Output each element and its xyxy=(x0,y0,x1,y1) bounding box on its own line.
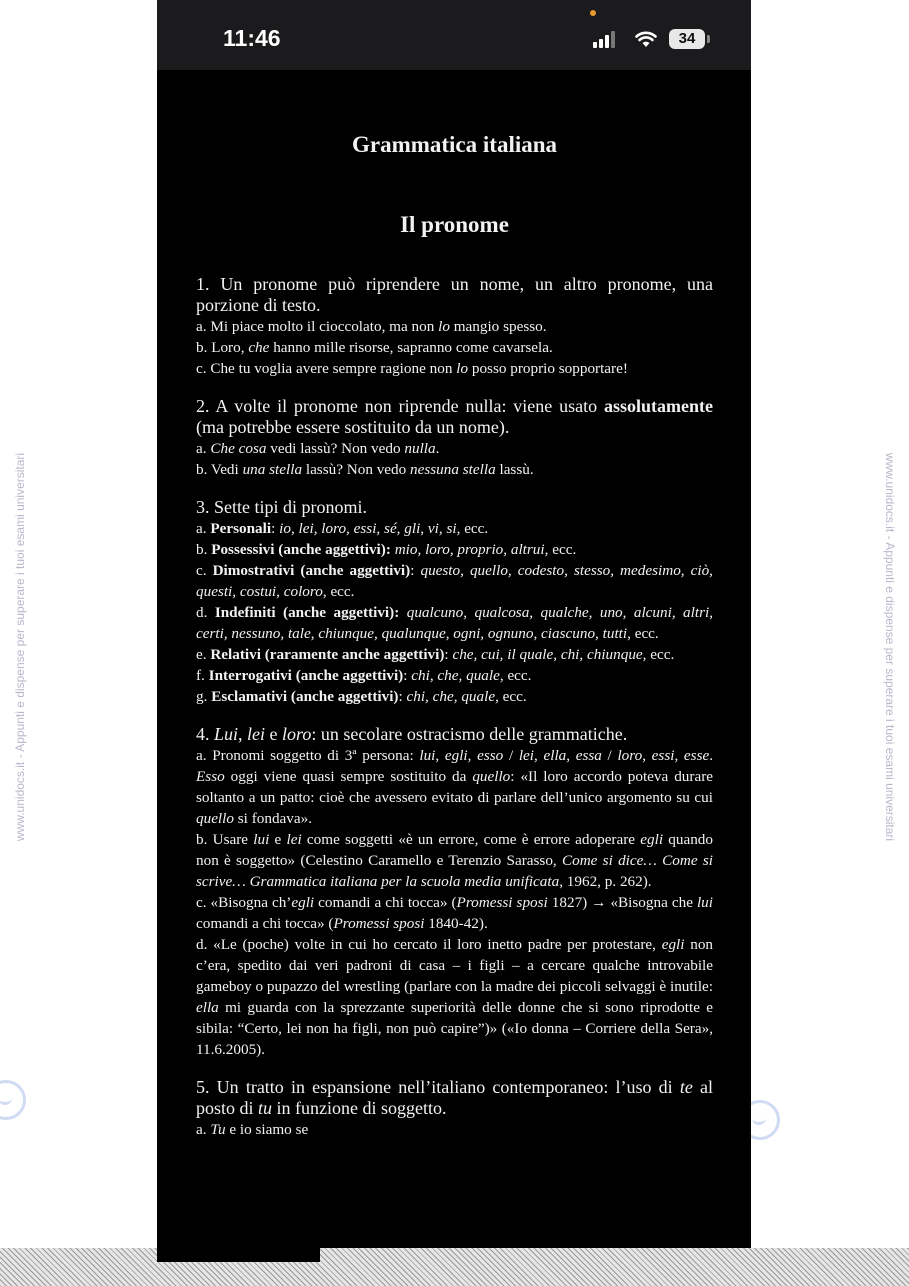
cropped-edge-pattern xyxy=(0,1248,909,1286)
text-run: una stella xyxy=(242,461,303,478)
text-run: questo, quello, codesto, stesso, medesimo, ciò, questi, costui, coloro xyxy=(196,562,713,600)
text-run: , ecc. xyxy=(322,583,355,600)
text-run: ella xyxy=(543,747,567,764)
text-run: comandi a chi tocca» ( xyxy=(196,915,334,932)
text-run: come soggetti «è un errore, come è errore adoperare xyxy=(301,831,641,848)
text-run: Possessivi (anche aggettivi): xyxy=(211,541,391,558)
text-run: lei xyxy=(247,724,266,744)
text-run: mi guarda con la sprezzante superiorità delle donne che si sono riprodotte e sibila: “Certo, lei non ha figli, non può capire”)» («Io donna – Corriere della Sera», 11.6.2005). xyxy=(196,999,713,1058)
text-run: a. xyxy=(196,440,211,457)
text-run: : xyxy=(410,562,421,579)
status-time: 11:46 xyxy=(223,25,281,51)
text-run: quello xyxy=(472,768,511,785)
document-content xyxy=(196,132,713,1157)
section-item xyxy=(196,337,713,358)
text-run: mio, loro, proprio, altrui xyxy=(394,541,545,558)
section-item xyxy=(196,686,713,707)
text-run: , 1962, p. 262). xyxy=(559,873,652,890)
section-item xyxy=(196,316,713,337)
text-run: b. Usare xyxy=(196,831,254,848)
text-run: : xyxy=(444,646,453,663)
text-run: 1840-42). xyxy=(424,915,488,932)
text-run: , ecc. xyxy=(456,520,489,537)
text-run: , ecc. xyxy=(642,646,675,663)
text-run: lei xyxy=(518,747,535,764)
text-run xyxy=(399,604,406,621)
text-run: lo xyxy=(438,318,450,335)
text-run: chi, che, quale xyxy=(406,688,496,705)
text-run: b. Loro, xyxy=(196,339,249,356)
section-2 xyxy=(196,396,713,480)
text-run: . xyxy=(709,747,714,764)
text-run: 1. Un pronome può riprendere un nome, un altro pronome, una porzione di testo. xyxy=(196,274,713,315)
text-run: Come si dice… Come si scrive… Grammatica italiana per la scuola media unificata xyxy=(196,852,713,890)
text-run: b. xyxy=(196,541,212,558)
text-run: egli xyxy=(444,747,468,764)
text-run: egli xyxy=(640,831,664,848)
section-item xyxy=(196,644,713,665)
section-item xyxy=(196,934,713,1060)
text-run: Promessi sposi xyxy=(456,894,548,911)
text-run: oggi viene quasi sempre sostituito da xyxy=(224,768,473,785)
text-run: , xyxy=(435,747,445,764)
text-run: Personali xyxy=(210,520,272,537)
text-run: 3. Sette tipi di pronomi. xyxy=(196,497,367,517)
text-run: egli xyxy=(291,894,315,911)
text-run: al posto di xyxy=(196,1077,713,1118)
section-item xyxy=(196,745,713,829)
text-run: lei xyxy=(286,831,302,848)
text-run: che xyxy=(248,339,270,356)
text-run: : xyxy=(398,688,407,705)
text-run: non c’era, spedito dai veri padroni di casa – i figli – a cercare qualche introvabile gameboy o pupazzo del wrestling (parlare con la madre dei piccoli selvaggi è inutile: xyxy=(196,936,713,995)
text-run: Promessi sposi xyxy=(333,915,425,932)
text-run: c. xyxy=(196,562,213,579)
text-run: lo xyxy=(456,360,469,377)
watermark-right: www.unidocs.it - Appunti e dispense per superare i tuoi esami universitari xyxy=(883,452,897,842)
text-run: Lui xyxy=(214,724,239,744)
text-run: 5. Un tratto in espansione nell’italiano contemporaneo: l’uso di xyxy=(196,1077,680,1097)
text-run: essa xyxy=(575,747,602,764)
text-run: g. xyxy=(196,688,212,705)
battery-tip-icon xyxy=(707,35,710,43)
text-run: : xyxy=(271,520,280,537)
text-run: quello xyxy=(196,810,234,827)
text-run: , xyxy=(674,747,684,764)
text-run: . xyxy=(435,440,440,457)
text-run: Interrogativi (anche aggettivi) xyxy=(208,667,404,684)
text-run: a. xyxy=(196,520,211,537)
battery-indicator: 34 xyxy=(669,29,705,49)
text-run: c. Che tu voglia avere sempre ragione non xyxy=(196,360,457,377)
text-run: : xyxy=(403,667,412,684)
text-run: mangio spesso. xyxy=(449,318,547,335)
text-run: 1827) → «Bisogna che xyxy=(547,894,697,911)
text-run: Relativi (raramente anche aggettivi) xyxy=(210,646,445,663)
text-run: lui xyxy=(696,894,713,911)
section-heading xyxy=(196,274,713,316)
privacy-indicator-icon xyxy=(590,10,596,16)
text-run: tu xyxy=(258,1098,273,1118)
text-run: , xyxy=(467,747,478,764)
section-heading xyxy=(196,497,713,518)
text-run: lui xyxy=(253,831,270,848)
document-subtitle: Il pronome xyxy=(400,212,509,237)
section-item xyxy=(196,539,713,560)
text-run: : un secolare ostracismo delle grammatiche. xyxy=(311,724,628,744)
section-5 xyxy=(196,1077,713,1140)
section-item xyxy=(196,665,713,686)
text-run: lassù. xyxy=(495,461,534,478)
cellular-signal-icon xyxy=(593,30,621,48)
text-run: Esso xyxy=(196,768,225,785)
section-item xyxy=(196,459,713,480)
text-run: : «Il loro accordo poteva durare soltanto a un patto: cioè che avessero evitato di parlare dell’unico argomento su cui xyxy=(196,768,713,806)
text-run: 4. xyxy=(196,724,214,744)
text-run: Esclamativi (anche aggettivi) xyxy=(211,688,399,705)
section-4 xyxy=(196,724,713,1060)
text-run: a. Mi piace molto il cioccolato, ma non xyxy=(196,318,439,335)
text-run: nulla xyxy=(404,440,436,457)
text-run: qualcuno, qualcosa, qualche, uno, alcuni, altri, certi, nessuno, tale, chiunque, qualunque, ogni, ognuno, ciascuno, tutti xyxy=(196,604,714,642)
text-run: vedi lassù? Non vedo xyxy=(266,440,405,457)
section-heading xyxy=(196,396,713,438)
watermark-left: www.unidocs.it - Appunti e dispense per superare i tuoi esami universitari xyxy=(13,452,27,842)
section-item xyxy=(196,560,713,602)
text-run: c. «Bisogna ch’ xyxy=(196,894,292,911)
cropped-phone-edge xyxy=(157,1248,320,1262)
text-run: esse xyxy=(683,747,710,764)
text-run: e xyxy=(265,724,283,744)
text-run: quando non è soggetto» (Celestino Caramello e Terenzio Sarasso, xyxy=(196,831,713,869)
section-item xyxy=(196,602,713,644)
text-run: Dimostrativi (anche aggettivi) xyxy=(212,562,411,579)
text-run: , ecc. xyxy=(499,667,532,684)
text-run: , xyxy=(534,747,544,764)
text-run: a. xyxy=(196,1121,211,1138)
document-title: Grammatica italiana xyxy=(351,132,558,157)
wifi-icon xyxy=(635,30,657,48)
section-3 xyxy=(196,497,713,707)
text-run: si fondava». xyxy=(233,810,312,827)
text-run: io, lei, loro, essi, sé, gli, vi, si xyxy=(279,520,457,537)
text-run: d. «Le (poche) volte in cui ho cercato il loro inetto padre per protestare, xyxy=(196,936,662,953)
text-run: che, cui, il quale, chi, chiunque xyxy=(452,646,643,663)
text-run: e io siamo se xyxy=(225,1121,309,1138)
status-bar xyxy=(157,0,751,70)
text-run: , ecc. xyxy=(544,541,577,558)
text-run: , ecc. xyxy=(627,625,659,642)
section-heading xyxy=(196,724,713,745)
text-run: chi, che, quale xyxy=(411,667,500,684)
section-heading xyxy=(196,1077,713,1119)
text-run: egli xyxy=(661,936,685,953)
section-item xyxy=(196,438,713,459)
text-run: Che cosa xyxy=(210,440,267,457)
text-run: , ecc. xyxy=(495,688,527,705)
text-run: e xyxy=(269,831,287,848)
text-run: b. Vedi xyxy=(196,461,243,478)
text-run: d. xyxy=(196,604,215,621)
text-run: e. xyxy=(196,646,211,663)
text-run: ella xyxy=(196,999,219,1016)
section-1 xyxy=(196,274,713,379)
section-item xyxy=(196,892,713,934)
phone-screen xyxy=(157,0,751,1248)
section-item xyxy=(196,358,713,379)
text-run: essi xyxy=(651,747,675,764)
text-run: posso proprio sopportare! xyxy=(468,360,628,377)
text-run: comandi a chi tocca» ( xyxy=(314,894,457,911)
text-run: , xyxy=(642,747,652,764)
text-run: (ma potrebbe essere sostituito da un nome). xyxy=(196,417,510,437)
text-run: lassù? Non vedo xyxy=(302,461,411,478)
text-run: , xyxy=(238,724,248,744)
text-run: , xyxy=(566,747,576,764)
text-run: / xyxy=(601,747,618,764)
document-sections xyxy=(196,274,713,1140)
text-run: f. xyxy=(196,667,209,684)
text-run: in funzione di soggetto. xyxy=(272,1098,447,1118)
section-item xyxy=(196,518,713,539)
text-run: Indefiniti (anche aggettivi): xyxy=(214,604,400,621)
text-run: loro xyxy=(617,747,643,764)
section-item xyxy=(196,1119,713,1140)
text-run: esso xyxy=(477,747,504,764)
text-run: lui xyxy=(419,747,436,764)
text-run: te xyxy=(679,1077,693,1097)
text-run: 2. A volte il pronome non riprende nulla: viene usato xyxy=(196,396,604,416)
section-item xyxy=(196,829,713,892)
text-run: / xyxy=(503,747,519,764)
text-run: a. Pronomi soggetto di 3ª persona: xyxy=(196,747,420,764)
text-run: assolutamente xyxy=(604,396,713,416)
watermark-logo-icon xyxy=(0,1080,26,1120)
text-run: hanno mille risorse, sapranno come cavarsela. xyxy=(269,339,553,356)
text-run: Tu xyxy=(210,1121,226,1138)
text-run: loro xyxy=(282,724,312,744)
text-run: nessuna stella xyxy=(410,461,496,478)
